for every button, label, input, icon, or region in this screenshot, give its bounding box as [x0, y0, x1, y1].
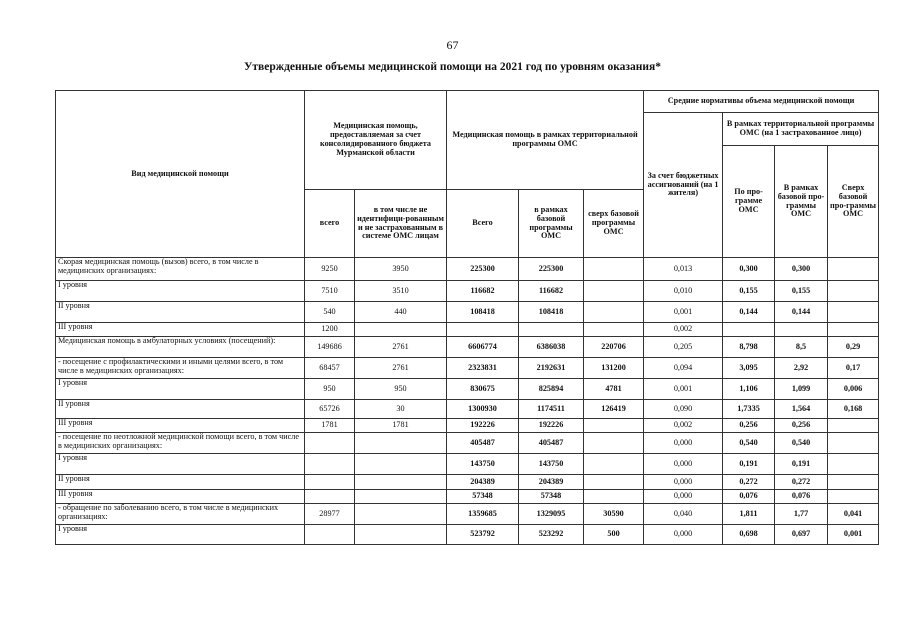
table-row: [56, 337, 879, 358]
cell-c6: 0,013: [644, 258, 723, 281]
cell-c8: 0,256: [775, 419, 828, 433]
cell-c3: 405487: [447, 433, 519, 454]
cell-c4: 57348: [519, 490, 584, 504]
header-oms-above: сверх базовой программы ОМС: [584, 190, 644, 258]
cell-c8: 1,099: [775, 379, 828, 400]
cell-c5: [584, 454, 644, 475]
cell-c9: [828, 454, 879, 475]
cell-c7: 1,7335: [723, 400, 775, 419]
header-norms-budget: За счет бюджетных ассигнований (на 1 жителя): [644, 113, 723, 258]
cell-c3: 57348: [447, 490, 519, 504]
table-row: [56, 475, 879, 490]
table-row: [56, 323, 879, 337]
cell-c8: 0,272: [775, 475, 828, 490]
header-kind: Вид медицинской помощи: [56, 91, 305, 258]
cell-c1: 7510: [305, 281, 355, 302]
volumes-table: [55, 90, 879, 545]
cell-c8: 0,144: [775, 302, 828, 323]
cell-c2: [355, 525, 447, 545]
cell-c7: 0,540: [723, 433, 775, 454]
cell-c6: 0,001: [644, 379, 723, 400]
cell-c6: 0,001: [644, 302, 723, 323]
cell-c8: 2,92: [775, 358, 828, 379]
cell-c6: 0,040: [644, 504, 723, 525]
header-oms-total: Всего: [447, 190, 519, 258]
cell-c9: [828, 281, 879, 302]
cell-c7: 0,300: [723, 258, 775, 281]
cell-c2: 1781: [355, 419, 447, 433]
cell-c3: 192226: [447, 419, 519, 433]
cell-c4: [519, 323, 584, 337]
cell-c7: 0,256: [723, 419, 775, 433]
cell-c7: [723, 323, 775, 337]
table-row: [56, 433, 879, 454]
cell-c9: 0,006: [828, 379, 879, 400]
cell-c6: 0,010: [644, 281, 723, 302]
table-row: [56, 379, 879, 400]
row-name: - посещение по неотложной медицинской помощи всего, в том числе в медицинских организациях:: [56, 433, 305, 454]
cell-c3: 116682: [447, 281, 519, 302]
cell-c8: 1,77: [775, 504, 828, 525]
table-row: [56, 358, 879, 379]
cell-c8: 1,564: [775, 400, 828, 419]
table-row: [56, 302, 879, 323]
cell-c5: [584, 490, 644, 504]
cell-c2: 30: [355, 400, 447, 419]
cell-c2: 2761: [355, 358, 447, 379]
table-row: [56, 281, 879, 302]
cell-c7: 1,106: [723, 379, 775, 400]
cell-c7: 0,272: [723, 475, 775, 490]
cell-c5: [584, 475, 644, 490]
cell-c8: 0,540: [775, 433, 828, 454]
cell-c7: 8,798: [723, 337, 775, 358]
cell-c8: 0,191: [775, 454, 828, 475]
row-name: I уровня: [56, 379, 305, 400]
cell-c6: 0,205: [644, 337, 723, 358]
cell-c9: [828, 323, 879, 337]
cell-c1: [305, 433, 355, 454]
cell-c6: 0,002: [644, 323, 723, 337]
cell-c5: [584, 258, 644, 281]
cell-c1: 950: [305, 379, 355, 400]
page-title: Утвержденные объемы медицинской помощи на 2021 год по уровням оказания*: [243, 61, 662, 73]
cell-c5: 4781: [584, 379, 644, 400]
row-name: - обращение по заболеванию всего, в том числе в медицинских организациях:: [56, 504, 305, 525]
cell-c1: [305, 490, 355, 504]
cell-c9: [828, 490, 879, 504]
cell-c4: 2192631: [519, 358, 584, 379]
table-row: [56, 504, 879, 525]
row-name: I уровня: [56, 525, 305, 545]
cell-c4: 1329095: [519, 504, 584, 525]
row-name: - посещение с профилактическими и иными целями всего, в том числе в медицинских организациях:: [56, 358, 305, 379]
table-row: [56, 258, 879, 281]
page-number: 67: [446, 38, 459, 52]
header-budget-group: Медицинская помощь, предоставляемая за счет консолидированного бюджета Мурманской области: [305, 91, 447, 190]
cell-c9: 0,041: [828, 504, 879, 525]
cell-c5: [584, 433, 644, 454]
cell-c8: 8,5: [775, 337, 828, 358]
cell-c4: 1174511: [519, 400, 584, 419]
cell-c9: [828, 302, 879, 323]
cell-c1: 1200: [305, 323, 355, 337]
cell-c2: [355, 490, 447, 504]
cell-c8: 0,300: [775, 258, 828, 281]
row-name: II уровня: [56, 400, 305, 419]
cell-c4: 6386038: [519, 337, 584, 358]
cell-c7: 0,155: [723, 281, 775, 302]
cell-c4: 405487: [519, 433, 584, 454]
cell-c5: 220706: [584, 337, 644, 358]
cell-c8: 0,155: [775, 281, 828, 302]
cell-c8: 0,076: [775, 490, 828, 504]
row-name: Скорая медицинская помощь (вызов) всего, в том числе в медицинских организациях:: [56, 258, 305, 281]
row-name: III уровня: [56, 490, 305, 504]
cell-c7: 0,698: [723, 525, 775, 545]
cell-c3: 523792: [447, 525, 519, 545]
cell-c2: [355, 323, 447, 337]
cell-c6: 0,002: [644, 419, 723, 433]
cell-c6: 0,000: [644, 475, 723, 490]
cell-c4: 192226: [519, 419, 584, 433]
cell-c1: [305, 525, 355, 545]
row-name: Медицинская помощь в амбулаторных условиях (посещений):: [56, 337, 305, 358]
header-oms-base: в рамках базовой программы ОМС: [519, 190, 584, 258]
cell-c5: 126419: [584, 400, 644, 419]
cell-c1: 65726: [305, 400, 355, 419]
row-name: I уровня: [56, 281, 305, 302]
cell-c8: [775, 323, 828, 337]
cell-c6: 0,094: [644, 358, 723, 379]
cell-c3: 225300: [447, 258, 519, 281]
cell-c4: 204389: [519, 475, 584, 490]
cell-c4: 116682: [519, 281, 584, 302]
cell-c7: 3,095: [723, 358, 775, 379]
header-norms-oms-base: В рамках базовой про-граммы ОМС: [775, 146, 828, 258]
cell-c2: 3510: [355, 281, 447, 302]
cell-c9: 0,001: [828, 525, 879, 545]
cell-c9: 0,168: [828, 400, 879, 419]
cell-c4: 523292: [519, 525, 584, 545]
cell-c7: 0,144: [723, 302, 775, 323]
cell-c2: 440: [355, 302, 447, 323]
cell-c1: 68457: [305, 358, 355, 379]
cell-c9: 0,17: [828, 358, 879, 379]
cell-c3: 204389: [447, 475, 519, 490]
cell-c3: 1359685: [447, 504, 519, 525]
cell-c6: 0,000: [644, 490, 723, 504]
cell-c7: 0,076: [723, 490, 775, 504]
cell-c5: [584, 323, 644, 337]
table-row: [56, 419, 879, 433]
table-row: [56, 454, 879, 475]
cell-c1: [305, 454, 355, 475]
header-norms-group: Средние нормативы объема медицинской помощи: [644, 91, 879, 113]
cell-c3: 108418: [447, 302, 519, 323]
row-name: III уровня: [56, 323, 305, 337]
table-row: [56, 490, 879, 504]
cell-c1: 540: [305, 302, 355, 323]
cell-c3: 1300930: [447, 400, 519, 419]
cell-c7: 0,191: [723, 454, 775, 475]
cell-c9: [828, 433, 879, 454]
cell-c5: 30590: [584, 504, 644, 525]
cell-c4: 143750: [519, 454, 584, 475]
cell-c9: [828, 475, 879, 490]
header-budget-unidentified: в том числе не идентифици-рованным и не застрахованным в системе ОМС лицам: [355, 190, 447, 258]
cell-c2: 3950: [355, 258, 447, 281]
cell-c3: 2323831: [447, 358, 519, 379]
cell-c1: [305, 475, 355, 490]
row-name: III уровня: [56, 419, 305, 433]
cell-c5: 500: [584, 525, 644, 545]
cell-c1: 28977: [305, 504, 355, 525]
cell-c2: 950: [355, 379, 447, 400]
cell-c2: [355, 454, 447, 475]
table-row: [56, 525, 879, 545]
cell-c3: 6606774: [447, 337, 519, 358]
header-budget-total: всего: [305, 190, 355, 258]
cell-c9: 0,29: [828, 337, 879, 358]
header-norms-oms-above: Сверх базовой про-граммы ОМС: [828, 146, 879, 258]
cell-c8: 0,697: [775, 525, 828, 545]
cell-c4: 225300: [519, 258, 584, 281]
cell-c9: [828, 419, 879, 433]
cell-c6: 0,000: [644, 454, 723, 475]
cell-c5: [584, 281, 644, 302]
row-name: II уровня: [56, 302, 305, 323]
cell-c1: 1781: [305, 419, 355, 433]
header-oms-group: Медицинская помощь в рамках территориальной программы ОМС: [447, 91, 644, 190]
cell-c2: [355, 433, 447, 454]
cell-c5: [584, 419, 644, 433]
cell-c3: 143750: [447, 454, 519, 475]
cell-c5: 131200: [584, 358, 644, 379]
cell-c2: [355, 475, 447, 490]
cell-c4: 825894: [519, 379, 584, 400]
cell-c3: [447, 323, 519, 337]
row-name: I уровня: [56, 454, 305, 475]
header-norms-oms-group: В рамках территориальной программы ОМС (на 1 застрахованное лицо): [723, 113, 879, 146]
table-row: [56, 400, 879, 419]
cell-c5: [584, 302, 644, 323]
cell-c6: 0,000: [644, 433, 723, 454]
cell-c7: 1,811: [723, 504, 775, 525]
cell-c1: 149686: [305, 337, 355, 358]
cell-c2: [355, 504, 447, 525]
row-name: II уровня: [56, 475, 305, 490]
cell-c2: 2761: [355, 337, 447, 358]
cell-c9: [828, 258, 879, 281]
cell-c1: 9250: [305, 258, 355, 281]
header-norms-oms-total: По про-грамме ОМС: [723, 146, 775, 258]
cell-c6: 0,090: [644, 400, 723, 419]
cell-c3: 830675: [447, 379, 519, 400]
cell-c4: 108418: [519, 302, 584, 323]
cell-c6: 0,000: [644, 525, 723, 545]
